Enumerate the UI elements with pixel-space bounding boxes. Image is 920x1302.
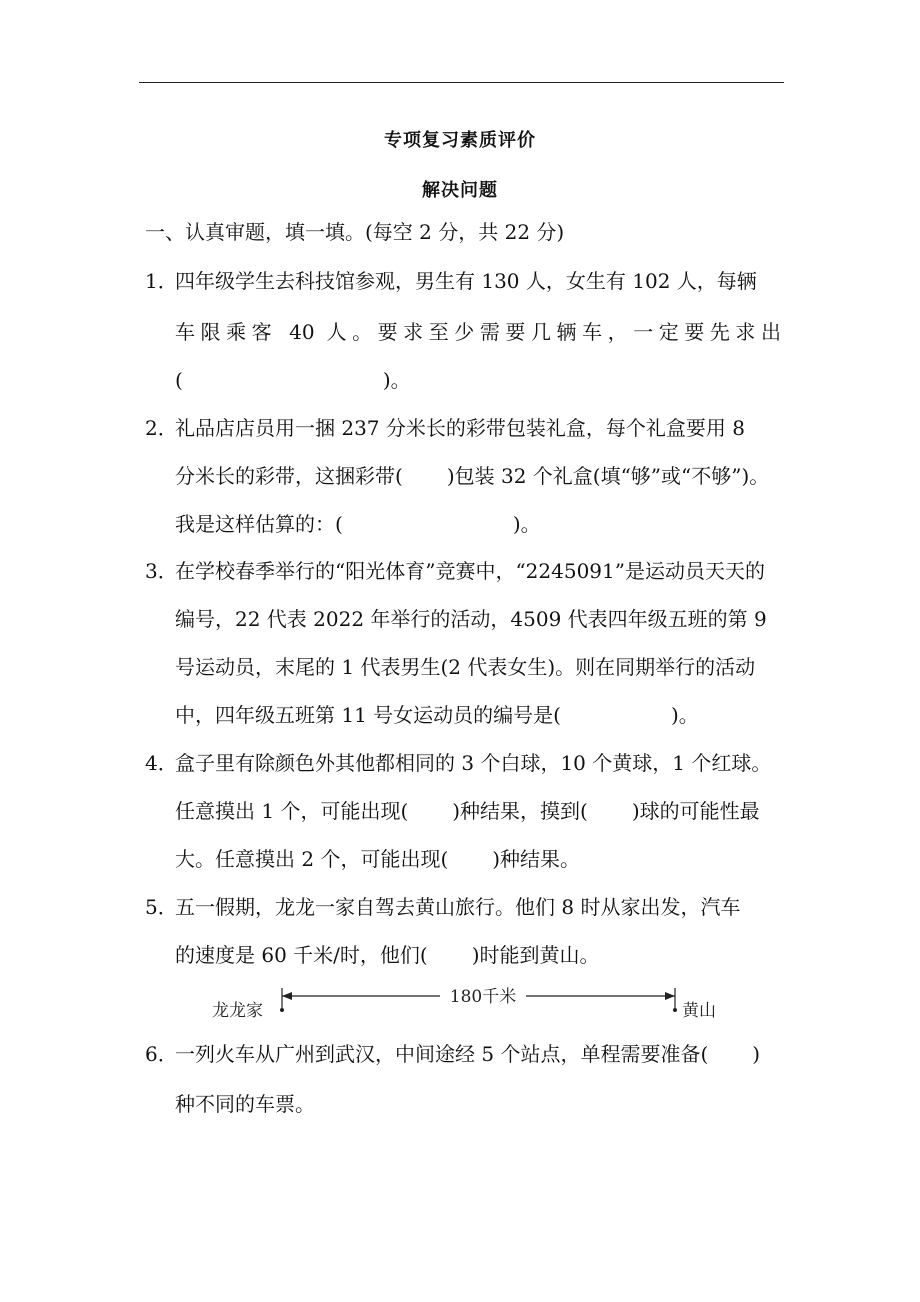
- blank-open: (: [175, 368, 183, 392]
- question-text-line: 的速度是 60 千米/时，他们( )时能到黄山。: [175, 943, 600, 967]
- header-rule: [139, 82, 784, 83]
- question-text-line: 盒子里有除颜色外其他都相同的 3 个白球，10 个黄球，1 个红球。: [175, 751, 772, 775]
- question-number: 5．: [145, 895, 178, 919]
- question-text-line: 在学校春季举行的“阳光体育”竞赛中，“2245091”是运动员天天的: [175, 559, 765, 583]
- start-point: [280, 1008, 284, 1012]
- question-text-line: 四年级学生去科技馆参观，男生有 130 人，女生有 102 人，每辆: [175, 269, 757, 293]
- arrow-right-icon: [665, 992, 675, 1000]
- question-text-line: 任意摸出 1 个，可能出现( )种结果，摸到( )球的可能性最: [175, 799, 760, 823]
- question-text-line: 礼品店店员用一捆 237 分米长的彩带包装礼盒，每个礼盒要用 8: [175, 416, 745, 440]
- page-subtitle: 解决问题: [422, 180, 498, 201]
- question-number: 1．: [145, 269, 178, 293]
- question-number: 2．: [145, 416, 178, 440]
- question-text-line: 一列火车从广州到武汉，中间途经 5 个站点，单程需要准备( ): [175, 1042, 761, 1066]
- page-title: 专项复习素质评价: [384, 130, 536, 151]
- question-text-line: 车限乘客 40 人。要求至少需要几辆车，一定要先求出: [175, 320, 781, 344]
- question-text-line: 我是这样估算的：( )。: [175, 512, 541, 536]
- question-text-line: 种不同的车票。: [175, 1092, 315, 1116]
- question-text-line: 中，四年级五班第 11 号女运动员的编号是( )。: [175, 703, 699, 727]
- question-text-line: 五一假期，龙龙一家自驾去黄山旅行。他们 8 时从家出发，汽车: [175, 895, 741, 919]
- diagram-end-label: 黄山: [682, 1001, 716, 1021]
- diagram-start-label: 龙龙家: [212, 1001, 263, 1021]
- section-heading: 一、认真审题，填一填。(每空 2 分，共 22 分): [145, 220, 565, 244]
- arrow-left-icon: [282, 992, 292, 1000]
- end-point: [673, 1008, 677, 1012]
- distance-diagram: [210, 984, 730, 1024]
- answer-blank-line: [175, 366, 411, 394]
- question-text-line: 大。任意摸出 2 个，可能出现( )种结果。: [175, 847, 581, 871]
- question-text-line: 分米长的彩带，这捆彩带( )包装 32 个礼盒(填“够”或“不够”)。: [175, 464, 770, 488]
- question-text-line: 编号，22 代表 2022 年举行的活动，4509 代表四年级五班的第 9: [175, 607, 767, 631]
- question-number: 4．: [145, 751, 178, 775]
- question-text-line: 号运动员，末尾的 1 代表男生(2 代表女生)。则在同期举行的活动: [175, 655, 756, 679]
- diagram-distance-label: 180千米: [449, 987, 517, 1007]
- question-number: 3．: [145, 559, 178, 583]
- blank-close: )。: [382, 368, 411, 392]
- question-number: 6．: [145, 1042, 178, 1066]
